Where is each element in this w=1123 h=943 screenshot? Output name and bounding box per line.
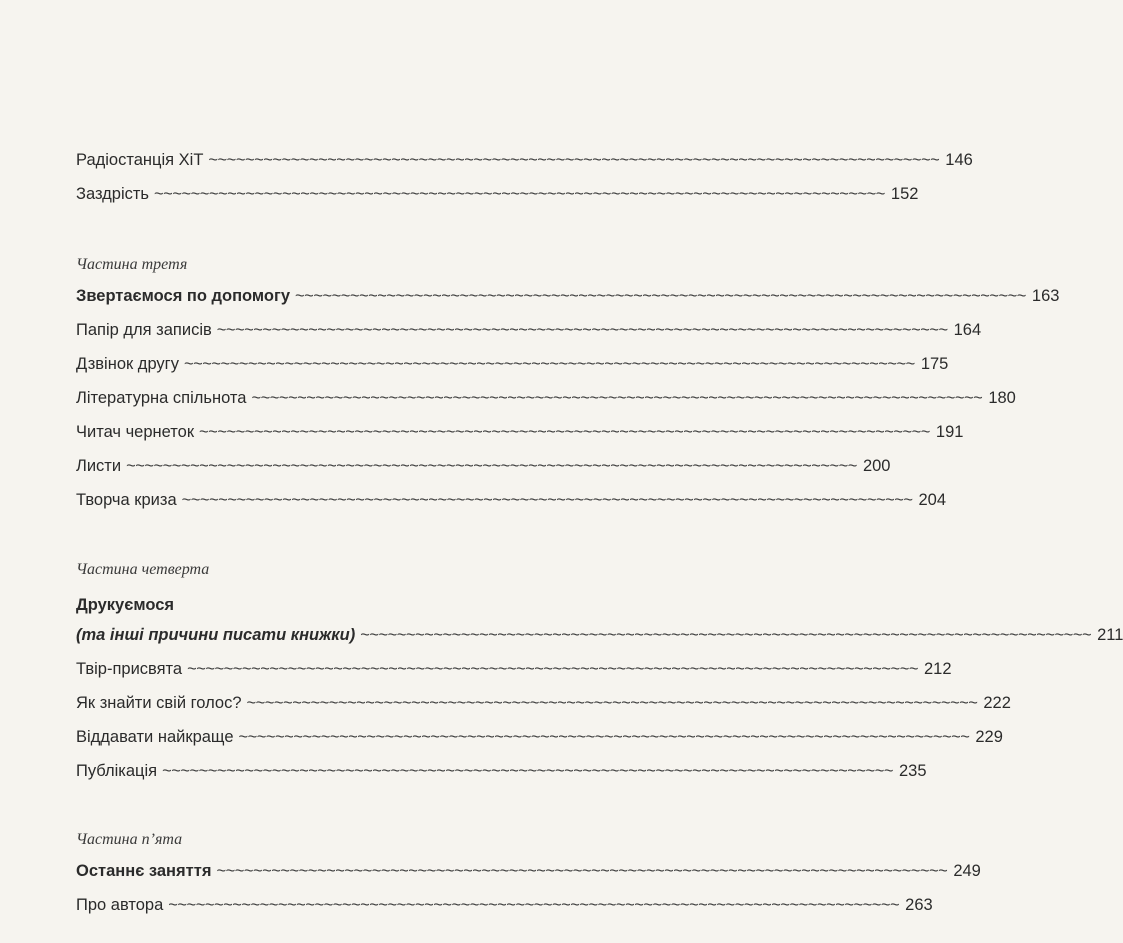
toc-entry [76, 724, 1003, 750]
dot-leader: ~~~~~~~~~~~~~~~~~~~~~~~~~~~~~~~~~~~~~~~~~~~~~~~~~~~~~~~~~~~~~~~~~~~~~~~~~~~~~~~~ [246, 694, 978, 712]
part-label: Частина п’ята [76, 831, 183, 848]
entry-title: Літературна спільнота [76, 389, 247, 407]
entry-page: 200 [862, 457, 891, 475]
toc-entry [76, 181, 919, 207]
entry-title: Радіостанція ХіТ [76, 151, 204, 169]
entry-page: 146 [945, 151, 973, 169]
entry-page: 164 [953, 321, 982, 339]
entry-title: Дзвінок другу [76, 355, 179, 373]
part-label: Частина четверта [76, 561, 210, 578]
dot-leader: ~~~~~~~~~~~~~~~~~~~~~~~~~~~~~~~~~~~~~~~~~~~~~~~~~~~~~~~~~~~~~~~~~~~~~~~~~~~~~~~~ [183, 355, 915, 373]
entry-title: Твір-присвята [76, 660, 183, 678]
toc-entry [76, 385, 1016, 411]
entry-page: 175 [920, 355, 949, 373]
dot-leader: ~~~~~~~~~~~~~~~~~~~~~~~~~~~~~~~~~~~~~~~~~~~~~~~~~~~~~~~~~~~~~~~~~~~~~~~~~~~~~~~~ [168, 896, 900, 914]
toc-entry [76, 858, 981, 884]
toc-entry [76, 351, 949, 377]
entry-title: Звертаємося по допомогу [76, 287, 291, 305]
toc-entry [76, 758, 927, 784]
entry-page: 229 [975, 728, 1003, 746]
entry-page: 212 [923, 660, 952, 678]
entry-title: Читач чернеток [76, 423, 195, 441]
toc-entry [76, 892, 933, 918]
entry-title: Заздрість [76, 185, 150, 203]
dot-leader: ~~~~~~~~~~~~~~~~~~~~~~~~~~~~~~~~~~~~~~~~~~~~~~~~~~~~~~~~~~~~~~~~~~~~~~~~~~~~~~~~ [187, 660, 918, 678]
dot-leader: ~~~~~~~~~~~~~~~~~~~~~~~~~~~~~~~~~~~~~~~~~~~~~~~~~~~~~~~~~~~~~~~~~~~~~~~~~~~~~~~~ [360, 626, 1092, 644]
dot-leader: ~~~~~~~~~~~~~~~~~~~~~~~~~~~~~~~~~~~~~~~~~~~~~~~~~~~~~~~~~~~~~~~~~~~~~~~~~~~~~~~~ [126, 457, 857, 475]
entry-page: 222 [983, 694, 1011, 712]
part-label: Частина третя [76, 256, 188, 273]
entry-title: Про автора [76, 896, 164, 914]
toc-entry [76, 487, 947, 513]
dot-leader: ~~~~~~~~~~~~~~~~~~~~~~~~~~~~~~~~~~~~~~~~~~~~~~~~~~~~~~~~~~~~~~~~~~~~~~~~~~~~~~~~ [162, 762, 893, 780]
entry-page: 180 [988, 389, 1016, 407]
dot-leader: ~~~~~~~~~~~~~~~~~~~~~~~~~~~~~~~~~~~~~~~~~~~~~~~~~~~~~~~~~~~~~~~~~~~~~~~~~~~~~~~~ [295, 287, 1026, 305]
entry-title: Творча криза [76, 491, 177, 509]
entry-title: Як знайти свій голос? [76, 694, 242, 712]
toc-entry [76, 317, 982, 343]
dot-leader: ~~~~~~~~~~~~~~~~~~~~~~~~~~~~~~~~~~~~~~~~~~~~~~~~~~~~~~~~~~~~~~~~~~~~~~~~~~~~~~~~ [208, 151, 940, 169]
entry-title: Папір для записів [76, 321, 212, 339]
dot-leader: ~~~~~~~~~~~~~~~~~~~~~~~~~~~~~~~~~~~~~~~~~~~~~~~~~~~~~~~~~~~~~~~~~~~~~~~~~~~~~~~~ [216, 862, 948, 880]
entry-title: Публікація [76, 762, 158, 780]
dot-leader: ~~~~~~~~~~~~~~~~~~~~~~~~~~~~~~~~~~~~~~~~~~~~~~~~~~~~~~~~~~~~~~~~~~~~~~~~~~~~~~~~ [181, 491, 913, 509]
dot-leader: ~~~~~~~~~~~~~~~~~~~~~~~~~~~~~~~~~~~~~~~~~~~~~~~~~~~~~~~~~~~~~~~~~~~~~~~~~~~~~~~~ [251, 389, 983, 407]
entry-page: 204 [918, 491, 947, 509]
entry-page: 211 [1097, 626, 1123, 644]
dot-leader: ~~~~~~~~~~~~~~~~~~~~~~~~~~~~~~~~~~~~~~~~~~~~~~~~~~~~~~~~~~~~~~~~~~~~~~~~~~~~~~~~ [238, 728, 970, 746]
toc-entry [76, 622, 1123, 648]
entry-page: 152 [890, 185, 919, 203]
entry-title: Віддавати найкраще [76, 728, 234, 746]
dot-leader: ~~~~~~~~~~~~~~~~~~~~~~~~~~~~~~~~~~~~~~~~~~~~~~~~~~~~~~~~~~~~~~~~~~~~~~~~~~~~~~~~ [199, 423, 930, 441]
entry-page: 191 [935, 423, 964, 441]
toc-entry [76, 453, 891, 479]
entry-title: (та інші причини писати книжки) [76, 626, 356, 644]
toc-entry [76, 690, 1011, 716]
entry-page: 163 [1031, 287, 1060, 305]
toc-entry [76, 147, 973, 173]
dot-leader: ~~~~~~~~~~~~~~~~~~~~~~~~~~~~~~~~~~~~~~~~~~~~~~~~~~~~~~~~~~~~~~~~~~~~~~~~~~~~~~~~ [154, 185, 885, 203]
entry-title: Останнє заняття [76, 862, 212, 880]
toc-entry [76, 419, 964, 445]
toc-entry [76, 656, 952, 682]
part-heading: Друкуємося [76, 596, 174, 614]
dot-leader: ~~~~~~~~~~~~~~~~~~~~~~~~~~~~~~~~~~~~~~~~~~~~~~~~~~~~~~~~~~~~~~~~~~~~~~~~~~~~~~~~ [216, 321, 948, 339]
toc-entry [76, 283, 1060, 309]
entry-title: Листи [76, 457, 122, 475]
entry-page: 263 [905, 896, 933, 914]
entry-page: 249 [953, 862, 981, 880]
entry-page: 235 [898, 762, 927, 780]
